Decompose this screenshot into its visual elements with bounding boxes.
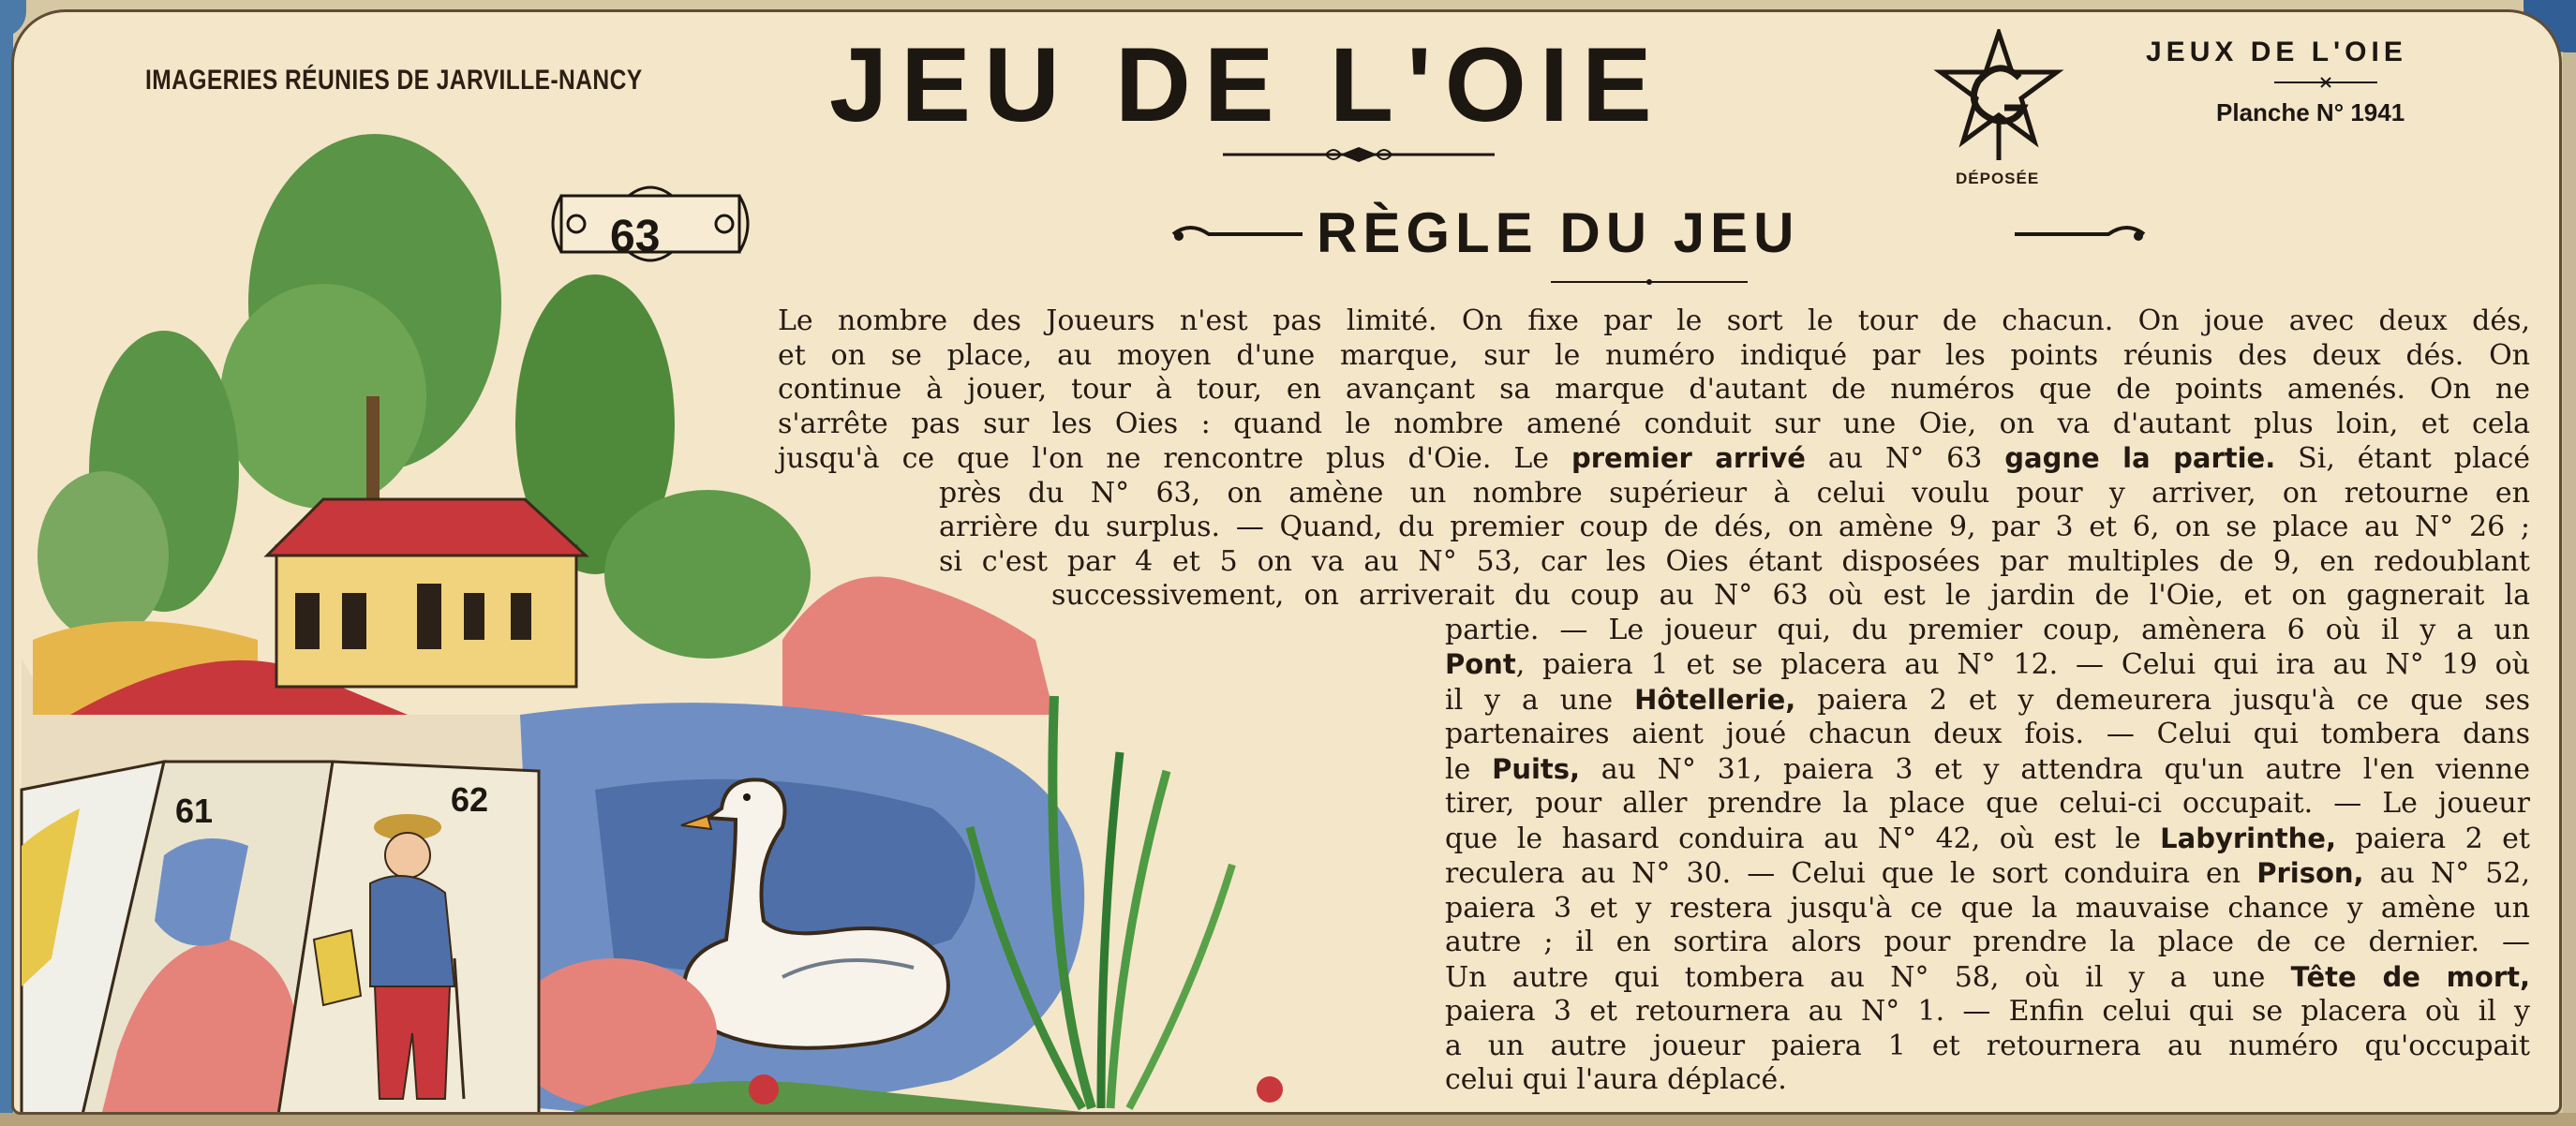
bold-term: Prison, [2256, 857, 2364, 889]
bold-term: Labyrinthe, [2160, 822, 2336, 854]
rules-line: s'arrête pas sur les Oies : quand le nombre amené conduit sur une Oie, on va d'autant plus loin, et cela [778, 407, 2530, 440]
rules-line: jusqu'à ce que l'on ne rencontre plus d'Oie. Le premier arrivé au N° 63 gagne la partie. Si, étant placé [778, 442, 2530, 475]
series-title: JEUX DE L'OIE [2146, 37, 2407, 67]
subtitle-right-ornament [2015, 221, 2146, 244]
rules-line: si c'est par 4 et 5 on va au N° 53, car les Oies étant disposées par multiples de 9, en redoublant [939, 544, 2530, 578]
badge-number: 63 [610, 212, 661, 261]
bold-term: premier arrivé [1571, 442, 1806, 474]
frame-edge-bottom [0, 1113, 2576, 1126]
bold-term: Tête de mort, [2290, 960, 2530, 993]
bold-term: Puits, [1492, 752, 1581, 785]
rules-line: Le nombre des Joueurs n'est pas limité. On fixe par le sort le tour de chacun. On joue avec deux dés, [778, 304, 2530, 337]
rules-line: près du N° 63, on amène un nombre supérieur à celui voulu pour y arriver, on retourne en [939, 476, 2530, 510]
bold-term: Pont [1445, 648, 1516, 680]
card-number-61: 61 [175, 792, 214, 830]
trademark-note: DÉPOSÉE [1956, 170, 2040, 187]
series-divider-ornament [2274, 76, 2377, 89]
rules-line: et on se place, au moyen d'une marque, sur le numéro indiqué par les points réunis des deux dés. On [778, 338, 2530, 372]
subtitle-underline-ornament [1551, 276, 1748, 288]
rules-line: Un autre qui tombera au N° 58, où il y a une Tête de mort, [1445, 960, 2530, 994]
rules-line: il y a une Hôtellerie, paiera 2 et y demeurera jusqu'à ce que ses [1445, 683, 2530, 717]
rules-line: que le hasard conduira au N° 42, où est le Labyrinthe, paiera 2 et [1445, 822, 2530, 855]
bold-term: gagne la partie. [2004, 442, 2276, 474]
rules-sheet [11, 9, 2562, 1115]
publisher-name: IMAGERIES RÉUNIES DE JARVILLE-NANCY [145, 65, 643, 96]
rules-line: successivement, on arriverait du coup au N° 63 où est le jardin de l'Oie, et on gagnerait la [1051, 579, 2530, 612]
rules-line: celui qui l'aura déplacé. [1445, 1063, 1787, 1096]
frame-edge-right [2563, 0, 2576, 1126]
rules-line: arrière du surplus. — Quand, du premier coup de dés, on amène 9, par 3 et 6, on se place au N° 26 ; [939, 511, 2530, 543]
rules-line: le Puits, au N° 31, paiera 3 et y attendra qu'un autre l'en vienne [1445, 752, 2531, 786]
page-title: JEU DE L'OIE [829, 26, 1665, 143]
rules-line: paiera 3 et y restera jusqu'à ce que la mauvaise chance y amène un [1445, 891, 2530, 925]
rules-paragraph [778, 304, 2530, 1098]
rules-line: Pont, paiera 1 et se placera au N° 12. — Celui qui ira au N° 19 où [1445, 648, 2530, 681]
rules-line: partie. — Le joueur qui, du premier coup, amènera 6 où il y a un [1445, 613, 2530, 646]
card-number-62: 62 [451, 780, 489, 819]
rules-line: continue à jouer, tour à tour, en avançant sa marque d'autant de numéros que de points amenés. On ne [778, 373, 2530, 406]
star-monogram-emblem-icon [1933, 29, 2064, 170]
bold-term: Hôtellerie, [1634, 683, 1796, 716]
rules-line: tirer, pour aller prendre la place que celui-ci occupait. — Le joueur [1445, 787, 2530, 820]
page-subtitle: RÈGLE DU JEU [1317, 201, 1800, 264]
rules-line: partenaires aient joué chacun deux fois. — Celui qui tombera dans [1445, 718, 2530, 750]
rules-line: reculera au N° 30. — Celui que le sort conduira en Prison, au N° 52, [1445, 857, 2530, 890]
rules-line: paiera 3 et retournera au N° 1. — Enfin celui qui se placera où il y [1445, 995, 2530, 1028]
plate-number: Planche N° 1941 [2216, 98, 2405, 126]
rules-line: autre ; il en sortira alors pour prendre la place de ce dernier. — [1445, 926, 2530, 958]
rules-line: a un autre joueur paiera 1 et retournera au numéro qu'occupait [1445, 1029, 2530, 1062]
